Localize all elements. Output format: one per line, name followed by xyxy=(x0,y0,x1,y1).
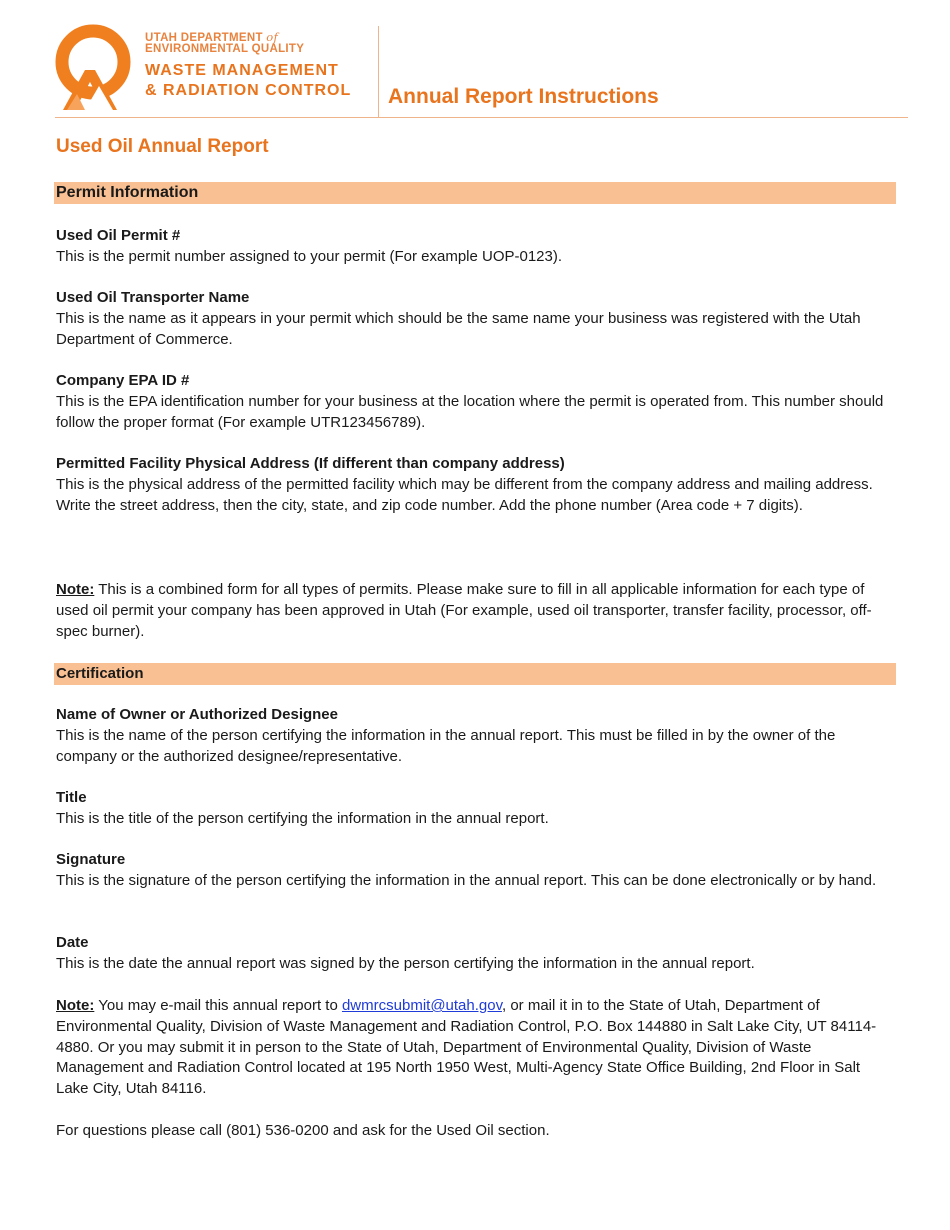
permit-information-band xyxy=(54,182,896,204)
note-text-before: You may e-mail this annual report to xyxy=(94,997,342,1014)
note-label: Note: xyxy=(56,581,95,598)
field-label: Signature xyxy=(56,851,126,868)
field-title xyxy=(56,788,896,830)
field-label: Name of Owner or Authorized Designee xyxy=(56,706,338,723)
field-label: Company EPA ID # xyxy=(56,372,190,389)
document-header xyxy=(55,18,908,118)
header-rule xyxy=(55,117,908,118)
field-company-epa-id xyxy=(56,371,896,433)
field-date xyxy=(56,933,896,975)
org-agency-line: ENVIRONMENTAL QUALITY xyxy=(145,43,305,55)
deq-logo-icon xyxy=(55,18,135,113)
field-description: This is the date the annual report was signed by the person certifying the information in the annual report. xyxy=(56,954,755,972)
questions-line xyxy=(56,1121,896,1142)
field-description: This is the EPA identification number for your business at the location where the permit is operated from. This number should follow the proper format (For example UTR123456789). xyxy=(56,392,884,431)
field-description: This is the permit number assigned to your permit (For example UOP-0123). xyxy=(56,247,563,265)
email-link[interactable]: dwmrcsubmit@utah.gov xyxy=(341,997,502,1014)
field-owner-name xyxy=(56,705,896,767)
field-label: Date xyxy=(56,934,89,951)
note-text-after: , or mail it in to the State of Utah, Department of Environmental Quality, Division of Waste Management and Radiation Control, P.O. Box 144880 in Salt Lake City, UT 84114-4880. Or you may submit it in person to the State of Utah, Department of Environmental Quality, Division of Waste Management and Radiation Control located at 195 North 1950 West, Multi-Agency State Office Building, 2nd Floor in Salt Lake City, Utah 84116. xyxy=(56,997,877,1098)
org-division-line-1: WASTE MANAGEMENT xyxy=(145,62,339,79)
field-transporter-name xyxy=(56,288,896,350)
field-signature xyxy=(56,850,896,892)
field-facility-address xyxy=(56,454,896,516)
questions-text: For questions please call (801) 536-0200 and ask for the Used Oil section. xyxy=(56,1122,550,1139)
permit-information-heading: Permit Information xyxy=(56,184,199,201)
document-title: Used Oil Annual Report xyxy=(56,136,269,157)
note-label: Note: xyxy=(56,997,95,1014)
field-label: Used Oil Transporter Name xyxy=(56,289,250,306)
header-divider xyxy=(378,26,379,118)
field-description: This is the name of the person certifying the information in the annual report. This must be filled in by the owner of the company or the authorized designee/representative. xyxy=(56,726,836,765)
field-permit-number xyxy=(56,226,896,268)
submission-note xyxy=(56,996,896,1100)
permit-note xyxy=(56,580,896,642)
certification-band xyxy=(54,663,896,685)
field-description: This is the title of the person certifying the information in the annual report. xyxy=(56,809,549,827)
note-text: This is a combined form for all types of permits. Please make sure to fill in all applicable information for each type of used oil permit your company has been approved in Utah (For example, used oil transporter, transfer facility, processor, off-spec burner). xyxy=(56,581,872,640)
field-label: Used Oil Permit # xyxy=(56,227,181,244)
field-description: This is the physical address of the permitted facility which may be different from the company address and mailing address. Write the street address, then the city, state, and zip code number. Add the phone number (Area code + 7 digits). xyxy=(56,475,873,514)
report-title: Annual Report Instructions xyxy=(388,85,659,108)
field-description: This is the signature of the person certifying the information in the annual report. This can be done electronically or by hand. xyxy=(56,871,877,889)
field-label: Permitted Facility Physical Address (If different than company address) xyxy=(56,455,565,472)
field-label: Title xyxy=(56,789,87,806)
org-division-line-2: & RADIATION CONTROL xyxy=(145,82,352,99)
org-department-line: UTAH DEPARTMENT of xyxy=(145,30,279,44)
field-description: This is the name as it appears in your permit which should be the same name your business was registered with the Utah Department of Commerce. xyxy=(56,309,861,348)
certification-heading: Certification xyxy=(56,665,144,682)
